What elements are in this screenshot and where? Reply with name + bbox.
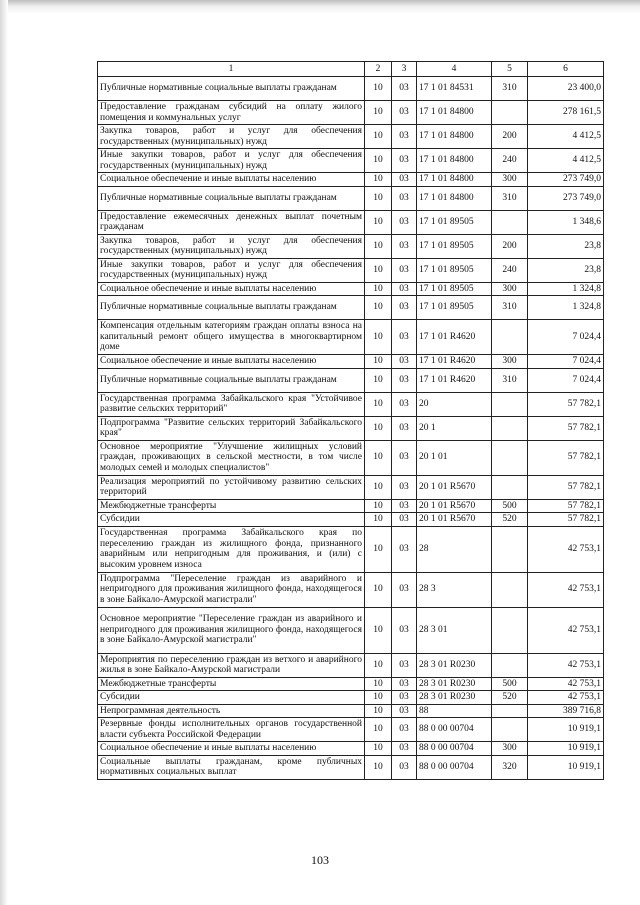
row-name: Реализация мероприятий по устойчивому развитию сельских территорий	[98, 475, 365, 499]
row-expense-type	[492, 210, 528, 234]
row-amount: 278 161,5	[528, 101, 604, 125]
row-section: 10	[365, 125, 392, 149]
row-amount: 7 024,4	[528, 320, 604, 355]
table-row	[98, 234, 604, 258]
row-amount: 10 919,1	[528, 755, 604, 779]
row-name: Закупка товаров, работ и услуг для обеспечения государственных (муниципальных) нужд	[98, 234, 365, 258]
table-row	[98, 513, 604, 527]
row-amount: 10 919,1	[528, 742, 604, 756]
row-amount: 23,8	[528, 234, 604, 258]
row-name: Основное мероприятие "Переселение граждан из аварийного и непригодного для проживания жилищного фонда, находящегося в зоне Байкало-Амурской магистрали"	[98, 607, 365, 653]
row-section: 10	[365, 572, 392, 607]
table-row	[98, 77, 604, 101]
row-target-article: 17 1 01 84531	[417, 77, 492, 101]
row-section: 10	[365, 355, 392, 369]
table-row	[98, 742, 604, 756]
row-name: Межбюджетные трансферты	[98, 499, 365, 513]
table-row	[98, 392, 604, 416]
table-row	[98, 440, 604, 475]
row-name: Публичные нормативные социальные выплаты гражданам	[98, 296, 365, 320]
row-section: 10	[365, 282, 392, 296]
row-subsection: 03	[392, 101, 417, 125]
row-section: 10	[365, 475, 392, 499]
row-target-article: 28	[417, 526, 492, 572]
table-row	[98, 607, 604, 653]
table-header-row	[98, 62, 604, 77]
row-section: 10	[365, 653, 392, 677]
row-section: 10	[365, 513, 392, 527]
row-target-article: 28 3 01	[417, 607, 492, 653]
row-subsection: 03	[392, 77, 417, 101]
row-name: Предоставление ежемесячных денежных выплат почетным гражданам	[98, 210, 365, 234]
row-subsection: 03	[392, 440, 417, 475]
row-expense-type: 300	[492, 742, 528, 756]
row-subsection: 03	[392, 416, 417, 440]
row-expense-type: 200	[492, 125, 528, 149]
table-row	[98, 101, 604, 125]
row-name: Иные закупки товаров, работ и услуг для обеспечения государственных (муниципальных) нужд	[98, 258, 365, 282]
row-amount: 42 753,1	[528, 691, 604, 705]
row-subsection: 03	[392, 526, 417, 572]
row-amount: 57 782,1	[528, 416, 604, 440]
row-section: 10	[365, 755, 392, 779]
row-amount: 57 782,1	[528, 475, 604, 499]
row-subsection: 03	[392, 607, 417, 653]
row-target-article: 17 1 01 89505	[417, 258, 492, 282]
row-subsection: 03	[392, 755, 417, 779]
row-section: 10	[365, 173, 392, 187]
row-subsection: 03	[392, 513, 417, 527]
row-target-article: 88	[417, 704, 492, 718]
table-row	[98, 704, 604, 718]
page-edge-left-shadow	[0, 0, 8, 905]
row-section: 10	[365, 440, 392, 475]
row-subsection: 03	[392, 392, 417, 416]
row-name: Субсидии	[98, 691, 365, 705]
row-amount: 57 782,1	[528, 499, 604, 513]
row-name: Подпрограмма "Развитие сельских территорий Забайкальского края"	[98, 416, 365, 440]
row-section: 10	[365, 101, 392, 125]
row-expense-type: 240	[492, 258, 528, 282]
row-expense-type	[492, 320, 528, 355]
row-expense-type: 240	[492, 149, 528, 173]
row-target-article: 17 1 01 R4620	[417, 320, 492, 355]
row-amount: 7 024,4	[528, 355, 604, 369]
row-expense-type: 200	[492, 234, 528, 258]
row-amount: 1 324,8	[528, 296, 604, 320]
table-row	[98, 186, 604, 210]
table-row	[98, 296, 604, 320]
row-subsection: 03	[392, 499, 417, 513]
row-amount: 389 716,8	[528, 704, 604, 718]
row-subsection: 03	[392, 677, 417, 691]
row-expense-type: 520	[492, 513, 528, 527]
table-row	[98, 499, 604, 513]
row-section: 10	[365, 607, 392, 653]
row-target-article: 17 1 01 89505	[417, 234, 492, 258]
table-row	[98, 368, 604, 392]
row-name: Межбюджетные трансферты	[98, 677, 365, 691]
table-row	[98, 755, 604, 779]
row-name: Непрограммная деятельность	[98, 704, 365, 718]
row-name: Социальное обеспечение и иные выплаты населению	[98, 355, 365, 369]
row-target-article: 28 3 01 R0230	[417, 677, 492, 691]
row-name: Публичные нормативные социальные выплаты гражданам	[98, 77, 365, 101]
row-target-article: 20 1	[417, 416, 492, 440]
row-name: Закупка товаров, работ и услуг для обеспечения государственных (муниципальных) нужд	[98, 125, 365, 149]
row-name: Публичные нормативные социальные выплаты гражданам	[98, 186, 365, 210]
row-target-article: 88 0 00 00704	[417, 755, 492, 779]
table-row	[98, 653, 604, 677]
row-name: Социальное обеспечение и иные выплаты населению	[98, 173, 365, 187]
row-subsection: 03	[392, 296, 417, 320]
table-row	[98, 173, 604, 187]
page-edge-shadow	[0, 0, 640, 14]
row-target-article: 17 1 01 89505	[417, 210, 492, 234]
table-row	[98, 320, 604, 355]
row-name: Подпрограмма "Переселение граждан из аварийного и непригодного для проживания жилищного фонда, находящегося в зоне Байкало-Амурской магистрали"	[98, 572, 365, 607]
column-header: 5	[492, 62, 528, 77]
row-target-article: 28 3 01 R0230	[417, 653, 492, 677]
row-target-article: 17 1 01 89505	[417, 282, 492, 296]
row-name: Государственная программа Забайкальского края "Устойчивое развитие сельских территорий"	[98, 392, 365, 416]
column-header: 1	[98, 62, 365, 77]
row-name: Государственная программа Забайкальского края по переселению граждан из жилищного фонда, признанного аварийным или непригодным для проживания, и (или) с высоким уровнем износа	[98, 526, 365, 572]
table-row	[98, 718, 604, 742]
row-subsection: 03	[392, 320, 417, 355]
row-target-article: 17 1 01 84800	[417, 125, 492, 149]
table-row	[98, 475, 604, 499]
row-amount: 23 400,0	[528, 77, 604, 101]
column-header: 6	[528, 62, 604, 77]
row-amount: 57 782,1	[528, 440, 604, 475]
row-section: 10	[365, 296, 392, 320]
row-name: Мероприятия по переселению граждан из ветхого и аварийного жилья в зоне Байкало-Амурской магистрали	[98, 653, 365, 677]
row-amount: 42 753,1	[528, 607, 604, 653]
row-name: Социальное обеспечение и иные выплаты населению	[98, 282, 365, 296]
table-row	[98, 125, 604, 149]
row-section: 10	[365, 677, 392, 691]
row-amount: 57 782,1	[528, 392, 604, 416]
table-row	[98, 210, 604, 234]
row-subsection: 03	[392, 475, 417, 499]
row-amount: 4 412,5	[528, 149, 604, 173]
table-row	[98, 149, 604, 173]
table-row	[98, 355, 604, 369]
row-expense-type	[492, 718, 528, 742]
row-subsection: 03	[392, 718, 417, 742]
table-body	[98, 62, 604, 780]
row-section: 10	[365, 258, 392, 282]
row-section: 10	[365, 210, 392, 234]
table-row	[98, 416, 604, 440]
row-expense-type: 310	[492, 368, 528, 392]
table-row	[98, 258, 604, 282]
row-expense-type: 300	[492, 282, 528, 296]
row-expense-type: 300	[492, 173, 528, 187]
row-expense-type	[492, 101, 528, 125]
row-target-article: 17 1 01 84800	[417, 101, 492, 125]
row-target-article: 20 1 01	[417, 440, 492, 475]
row-name: Иные закупки товаров, работ и услуг для обеспечения государственных (муниципальных) нужд	[98, 149, 365, 173]
column-header: 4	[417, 62, 492, 77]
row-target-article: 28 3	[417, 572, 492, 607]
column-header: 2	[365, 62, 392, 77]
row-amount: 7 024,4	[528, 368, 604, 392]
row-target-article: 20 1 01 R5670	[417, 475, 492, 499]
row-subsection: 03	[392, 234, 417, 258]
row-expense-type	[492, 572, 528, 607]
row-expense-type: 500	[492, 677, 528, 691]
table-row	[98, 282, 604, 296]
row-name: Субсидии	[98, 513, 365, 527]
row-subsection: 03	[392, 742, 417, 756]
row-subsection: 03	[392, 704, 417, 718]
row-target-article: 17 1 01 84800	[417, 149, 492, 173]
row-expense-type	[492, 416, 528, 440]
page-number: 103	[311, 853, 329, 867]
row-section: 10	[365, 149, 392, 173]
row-amount: 10 919,1	[528, 718, 604, 742]
row-section: 10	[365, 416, 392, 440]
row-name: Социальное обеспечение и иные выплаты населению	[98, 742, 365, 756]
row-expense-type	[492, 704, 528, 718]
row-section: 10	[365, 368, 392, 392]
row-amount: 42 753,1	[528, 677, 604, 691]
row-section: 10	[365, 704, 392, 718]
row-target-article: 20	[417, 392, 492, 416]
row-amount: 4 412,5	[528, 125, 604, 149]
row-expense-type: 500	[492, 499, 528, 513]
row-target-article: 20 1 01 R5670	[417, 513, 492, 527]
row-amount: 1 348,6	[528, 210, 604, 234]
row-expense-type	[492, 440, 528, 475]
row-section: 10	[365, 526, 392, 572]
row-section: 10	[365, 186, 392, 210]
row-section: 10	[365, 718, 392, 742]
row-section: 10	[365, 742, 392, 756]
row-target-article: 28 3 01 R0230	[417, 691, 492, 705]
row-name: Социальные выплаты гражданам, кроме публичных нормативных социальных выплат	[98, 755, 365, 779]
row-amount: 273 749,0	[528, 186, 604, 210]
row-name: Основное мероприятие "Улучшение жилищных условий граждан, проживающих в сельской местности, в том числе молодых семей и молодых специалистов"	[98, 440, 365, 475]
row-name: Предоставление гражданам субсидий на оплату жилого помещения и коммунальных услуг	[98, 101, 365, 125]
row-amount: 42 753,1	[528, 653, 604, 677]
row-name: Резервные фонды исполнительных органов государственной власти субъекта Российской Федерации	[98, 718, 365, 742]
row-subsection: 03	[392, 210, 417, 234]
row-target-article: 20 1 01 R5670	[417, 499, 492, 513]
column-header: 3	[392, 62, 417, 77]
row-target-article: 88 0 00 00704	[417, 742, 492, 756]
row-expense-type	[492, 392, 528, 416]
row-target-article: 17 1 01 89505	[417, 296, 492, 320]
budget-table	[97, 61, 604, 780]
row-section: 10	[365, 77, 392, 101]
table-row	[98, 572, 604, 607]
row-subsection: 03	[392, 355, 417, 369]
row-subsection: 03	[392, 368, 417, 392]
row-subsection: 03	[392, 125, 417, 149]
row-expense-type: 300	[492, 355, 528, 369]
row-amount: 273 749,0	[528, 173, 604, 187]
row-target-article: 17 1 01 84800	[417, 186, 492, 210]
row-expense-type	[492, 526, 528, 572]
row-subsection: 03	[392, 691, 417, 705]
row-amount: 57 782,1	[528, 513, 604, 527]
row-expense-type: 310	[492, 77, 528, 101]
row-section: 10	[365, 392, 392, 416]
row-target-article: 17 1 01 R4620	[417, 368, 492, 392]
row-amount: 42 753,1	[528, 572, 604, 607]
row-expense-type	[492, 607, 528, 653]
row-section: 10	[365, 320, 392, 355]
table-row	[98, 691, 604, 705]
row-expense-type: 520	[492, 691, 528, 705]
row-expense-type: 310	[492, 186, 528, 210]
row-subsection: 03	[392, 186, 417, 210]
row-target-article: 88 0 00 00704	[417, 718, 492, 742]
row-expense-type	[492, 475, 528, 499]
row-expense-type: 320	[492, 755, 528, 779]
row-target-article: 17 1 01 84800	[417, 173, 492, 187]
row-subsection: 03	[392, 149, 417, 173]
row-amount: 42 753,1	[528, 526, 604, 572]
table-row	[98, 526, 604, 572]
row-subsection: 03	[392, 572, 417, 607]
row-target-article: 17 1 01 R4620	[417, 355, 492, 369]
table-row	[98, 677, 604, 691]
row-name: Публичные нормативные социальные выплаты гражданам	[98, 368, 365, 392]
row-section: 10	[365, 691, 392, 705]
row-expense-type	[492, 653, 528, 677]
row-section: 10	[365, 499, 392, 513]
row-amount: 1 324,8	[528, 282, 604, 296]
row-expense-type: 310	[492, 296, 528, 320]
row-subsection: 03	[392, 173, 417, 187]
row-amount: 23,8	[528, 258, 604, 282]
row-name: Компенсация отдельным категориям граждан оплаты взноса на капитальный ремонт общего имущества в многоквартирном доме	[98, 320, 365, 355]
row-section: 10	[365, 234, 392, 258]
row-subsection: 03	[392, 282, 417, 296]
row-subsection: 03	[392, 258, 417, 282]
row-subsection: 03	[392, 653, 417, 677]
